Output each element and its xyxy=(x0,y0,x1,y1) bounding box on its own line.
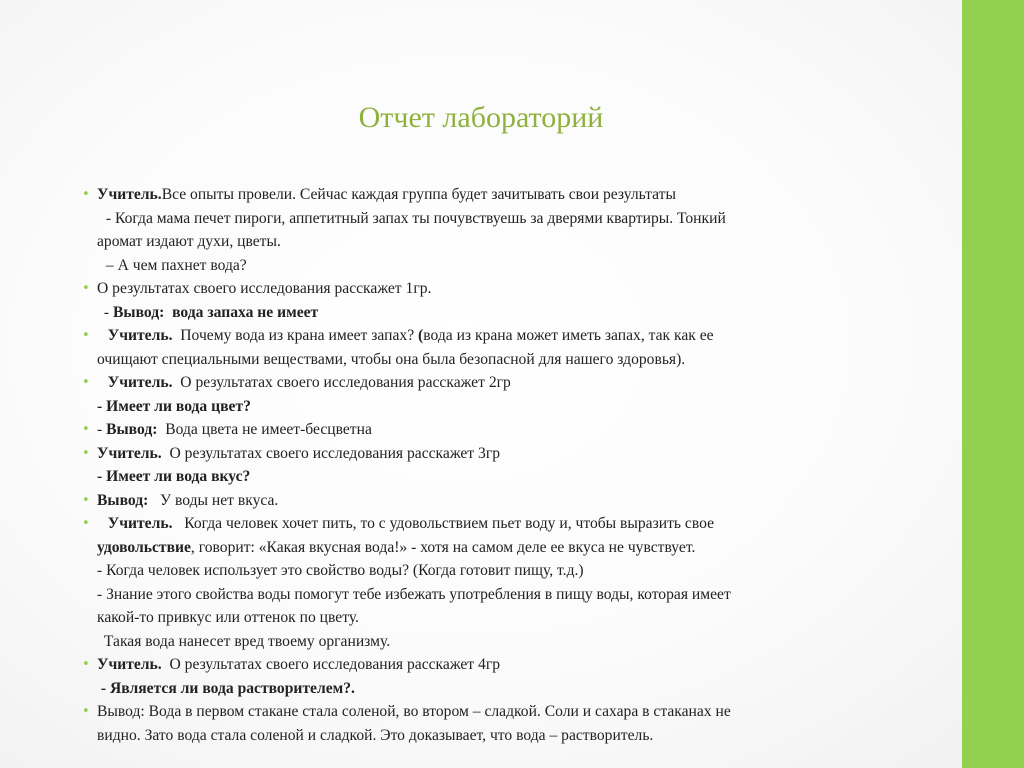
bullet-paragraph xyxy=(97,422,877,438)
paragraph xyxy=(97,681,877,697)
bold-text: Вывод: xyxy=(97,491,149,509)
paragraph xyxy=(97,352,877,368)
accent-bar xyxy=(962,0,1024,768)
text-run: - Когда человек использует это свойство воды? (Когда готовит пищу, т.д.) xyxy=(97,562,584,579)
text-run: О результатах своего исследования расскажет 4гр xyxy=(161,656,501,673)
text-run: - xyxy=(100,303,113,321)
text-run: Все опыты провели. Сейчас каждая группа будет зачитывать свои результаты xyxy=(161,186,676,203)
bold-text: Учитель. xyxy=(97,656,162,673)
paragraph xyxy=(97,305,877,321)
paragraph xyxy=(97,258,877,274)
bold-text: - Имеет ли вода вкус? xyxy=(97,468,251,485)
bold-text: Учитель. xyxy=(97,186,162,203)
text-run: Когда человек хочет пить, то с удовольствием пьет воду и, чтобы выразить свое xyxy=(172,515,715,532)
text-run: - Когда мама печет пироги, аппетитный запах ты почувствуешь за дверями квартиры. Тонкий xyxy=(102,209,726,227)
bold-text: Учитель. xyxy=(100,327,173,344)
text-run: Такая вода нанесет вред твоему организму. xyxy=(100,632,391,650)
paragraph xyxy=(97,728,877,744)
paragraph xyxy=(97,587,877,603)
text-run: – А чем пахнет вода? xyxy=(102,256,247,274)
bold-text: удовольствие xyxy=(97,538,191,556)
text-run: У воды нет вкуса. xyxy=(148,491,279,509)
bullet-paragraph xyxy=(97,657,877,673)
text-run: очищают специальными веществами, чтобы она была безопасной для нашего здоровья). xyxy=(97,350,686,368)
bullet-paragraph xyxy=(97,493,877,509)
text-run: , говорит: «Какая вкусная вода!» - хотя на самом деле ее вкуса не чувствует. xyxy=(190,538,696,556)
text-run: - xyxy=(97,421,107,438)
bullet-paragraph xyxy=(97,446,877,462)
paragraph xyxy=(97,540,877,556)
bullet-paragraph xyxy=(97,281,877,297)
text-run: Вывод: Вода в первом стакане стала соленой, во втором – сладкой. Соли и сахара в стаканах не xyxy=(97,703,731,720)
paragraph xyxy=(97,234,877,250)
slide-title: Отчет лабораторий xyxy=(358,101,604,135)
bullet-paragraph xyxy=(97,704,877,720)
bold-text: - Является ли вода растворителем?. xyxy=(97,679,355,697)
bold-text: ( xyxy=(418,327,424,344)
text-run: вода из крана может иметь запах, так как ее xyxy=(423,327,714,344)
text-run: О результатах своего исследования расскажет 1гр. xyxy=(97,280,432,297)
text-run: Вода цвета не имеет-бесцветна xyxy=(157,421,372,438)
bullet-paragraph xyxy=(97,328,877,344)
text-run: какой-то привкус или оттенок по цвету. xyxy=(97,609,359,626)
paragraph xyxy=(97,399,877,415)
bold-text: - Имеет ли вода цвет? xyxy=(97,397,251,415)
bullet-paragraph xyxy=(97,187,877,203)
paragraph xyxy=(97,610,877,626)
text-run: аромат издают духи, цветы. xyxy=(97,233,281,250)
paragraph xyxy=(97,469,877,485)
bold-text: Учитель. xyxy=(97,444,162,462)
paragraph xyxy=(97,211,877,227)
text-run: - Знание этого свойства воды помогут тебе избежать употребления в пищу воды, которая имеет xyxy=(97,585,731,603)
text-run: О результатах своего исследования расскажет 3гр xyxy=(161,444,501,462)
paragraph xyxy=(97,634,877,650)
bullet-paragraph xyxy=(97,375,877,391)
bullet-paragraph xyxy=(97,516,877,532)
paragraph xyxy=(97,563,877,579)
slide-body xyxy=(97,187,877,751)
text-run: Почему вода из крана имеет запах? xyxy=(172,327,419,344)
text-run: видно. Зато вода стала соленой и сладкой. Это доказывает, что вода – растворитель. xyxy=(97,726,654,744)
bold-text: Учитель. xyxy=(100,515,173,532)
bold-text: Учитель. xyxy=(100,374,173,391)
text-run: О результатах своего исследования расскажет 2гр xyxy=(172,374,511,391)
bold-text: Вывод: xyxy=(106,421,158,438)
bold-text: Вывод: вода запаха не имеет xyxy=(113,303,319,321)
